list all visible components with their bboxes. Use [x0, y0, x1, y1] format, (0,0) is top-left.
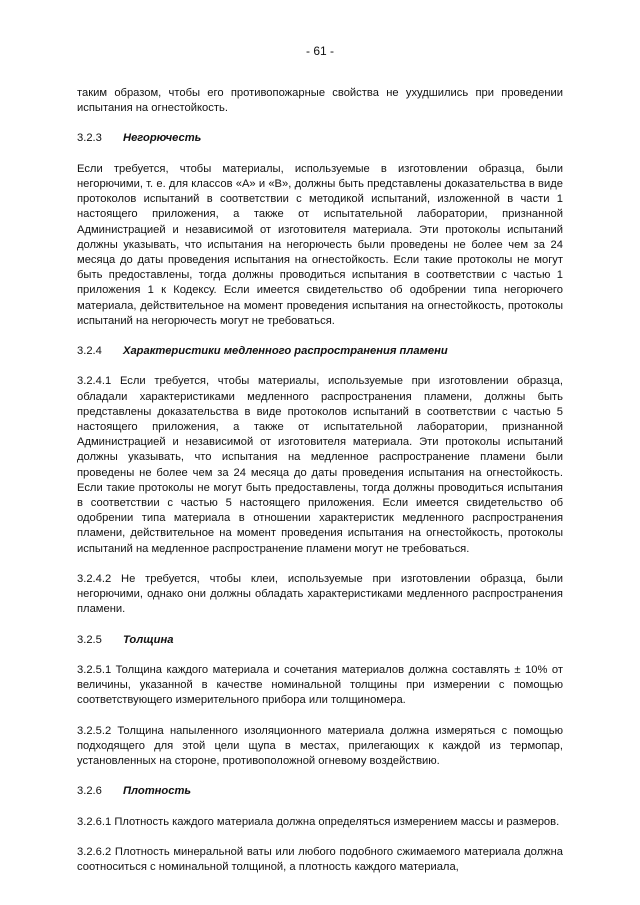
section-title: Негорючесть	[123, 132, 202, 145]
page-number: - 61 -	[305, 44, 334, 58]
section-title: Толщина	[123, 633, 174, 646]
section-number: 3.2.6	[77, 785, 102, 798]
paragraph-3-2-5-1: 3.2.5.1 Толщина каждого материала и сочетания материалов должна составлять ± 10% от величины, указанной в качестве номинальной толщины при измерении с помощью соответствующего измерительного прибора или толщиномера.	[77, 664, 563, 707]
paragraph-3-2-6-2: 3.2.6.2 Плотность минеральной ваты или любого подобного сжимаемого материала должна соотноситься с номинальной толщиной, а плотность каждого материала,	[77, 846, 563, 874]
section-title: Плотность	[123, 785, 192, 798]
section-number: 3.2.5	[77, 633, 102, 646]
section-heading-3-2-6	[77, 784, 563, 799]
intro-paragraph: таким образом, чтобы его противопожарные свойства не ухудшились при проведении испытания на огнестойкость.	[77, 87, 563, 115]
paragraph-3-2-4-1: 3.2.4.1 Если требуется, чтобы материалы, используемые при изготовлении образца, обладали характеристиками медленного распространения пламени, должны быть представлены доказательства в виде протоколов испытаний в соответствии с частью 5 настоящего приложения, а также от испытательной лаборатории, признанной Администрацией и независимой от изготовителя материала. Эти протоколы испытаний должны указывать, что испытания на медленное распространение пламени были проведены не более чем за 24 месяца до даты проведения испытания на огнестойкость. Если такие протоколы не могут быть предоставлены, тогда должны проводиться испытания в соответствии с частью 5 настоящего приложения. Если имеется свидетельство об одобрении типа материала в отношении характеристик медленного распространения пламени, действительное на момент проведения испытания на огнестойкость, протоколы испытаний на медленное распространение пламени могут не требоваться.	[77, 375, 563, 555]
section-heading-3-2-4	[77, 344, 563, 359]
paragraph-3-2-3: Если требуется, чтобы материалы, используемые в изготовлении образца, были негорючими, т. е. для классов «А» и «В», должны быть представлены доказательства в виде протоколов испытаний в соответствии с методикой испытаний, изложенной в части 1 настоящего приложения, а также от испытательной лаборатории, признанной Администрацией и независимой от изготовителя материала. Эти протоколы испытаний должны указывать, что испытания на негорючесть были проведены не более чем за 24 месяца до даты проведения испытания на огнестойкость. Если такие протоколы не могут быть предоставлены, тогда должны проводиться испытания в соответствии с частью 1 приложения 1 к Кодексу. Если имеется свидетельство об одобрении типа негорючего материала, действительное на момент проведения испытания на огнестойкость, протоколы испытаний на негорючесть могут не требоваться.	[77, 162, 563, 327]
paragraph-3-2-5-2: 3.2.5.2 Толщина напыленного изоляционного материала должна измеряться с помощью подходящего для этой цели щупа в местах, прилегающих к каждой из термопар, установленных на стороне, противоположной огневому воздействию.	[77, 724, 563, 768]
paragraph-3-2-6-1: 3.2.6.1 Плотность каждого материала должна определяться измерением массы и размеров.	[77, 815, 560, 828]
section-heading-3-2-5	[77, 633, 563, 648]
section-number: 3.2.3	[77, 132, 102, 145]
paragraph-3-2-4-2: 3.2.4.2 Не требуется, чтобы клеи, используемые при изготовлении образца, были негорючими, однако они должны обладать характеристиками медленного распространения пламени.	[77, 573, 563, 616]
section-title: Характеристики медленного распространения пламени	[123, 345, 448, 358]
section-number: 3.2.4	[77, 345, 102, 358]
document-body	[77, 86, 563, 876]
section-heading-3-2-3	[77, 131, 563, 146]
